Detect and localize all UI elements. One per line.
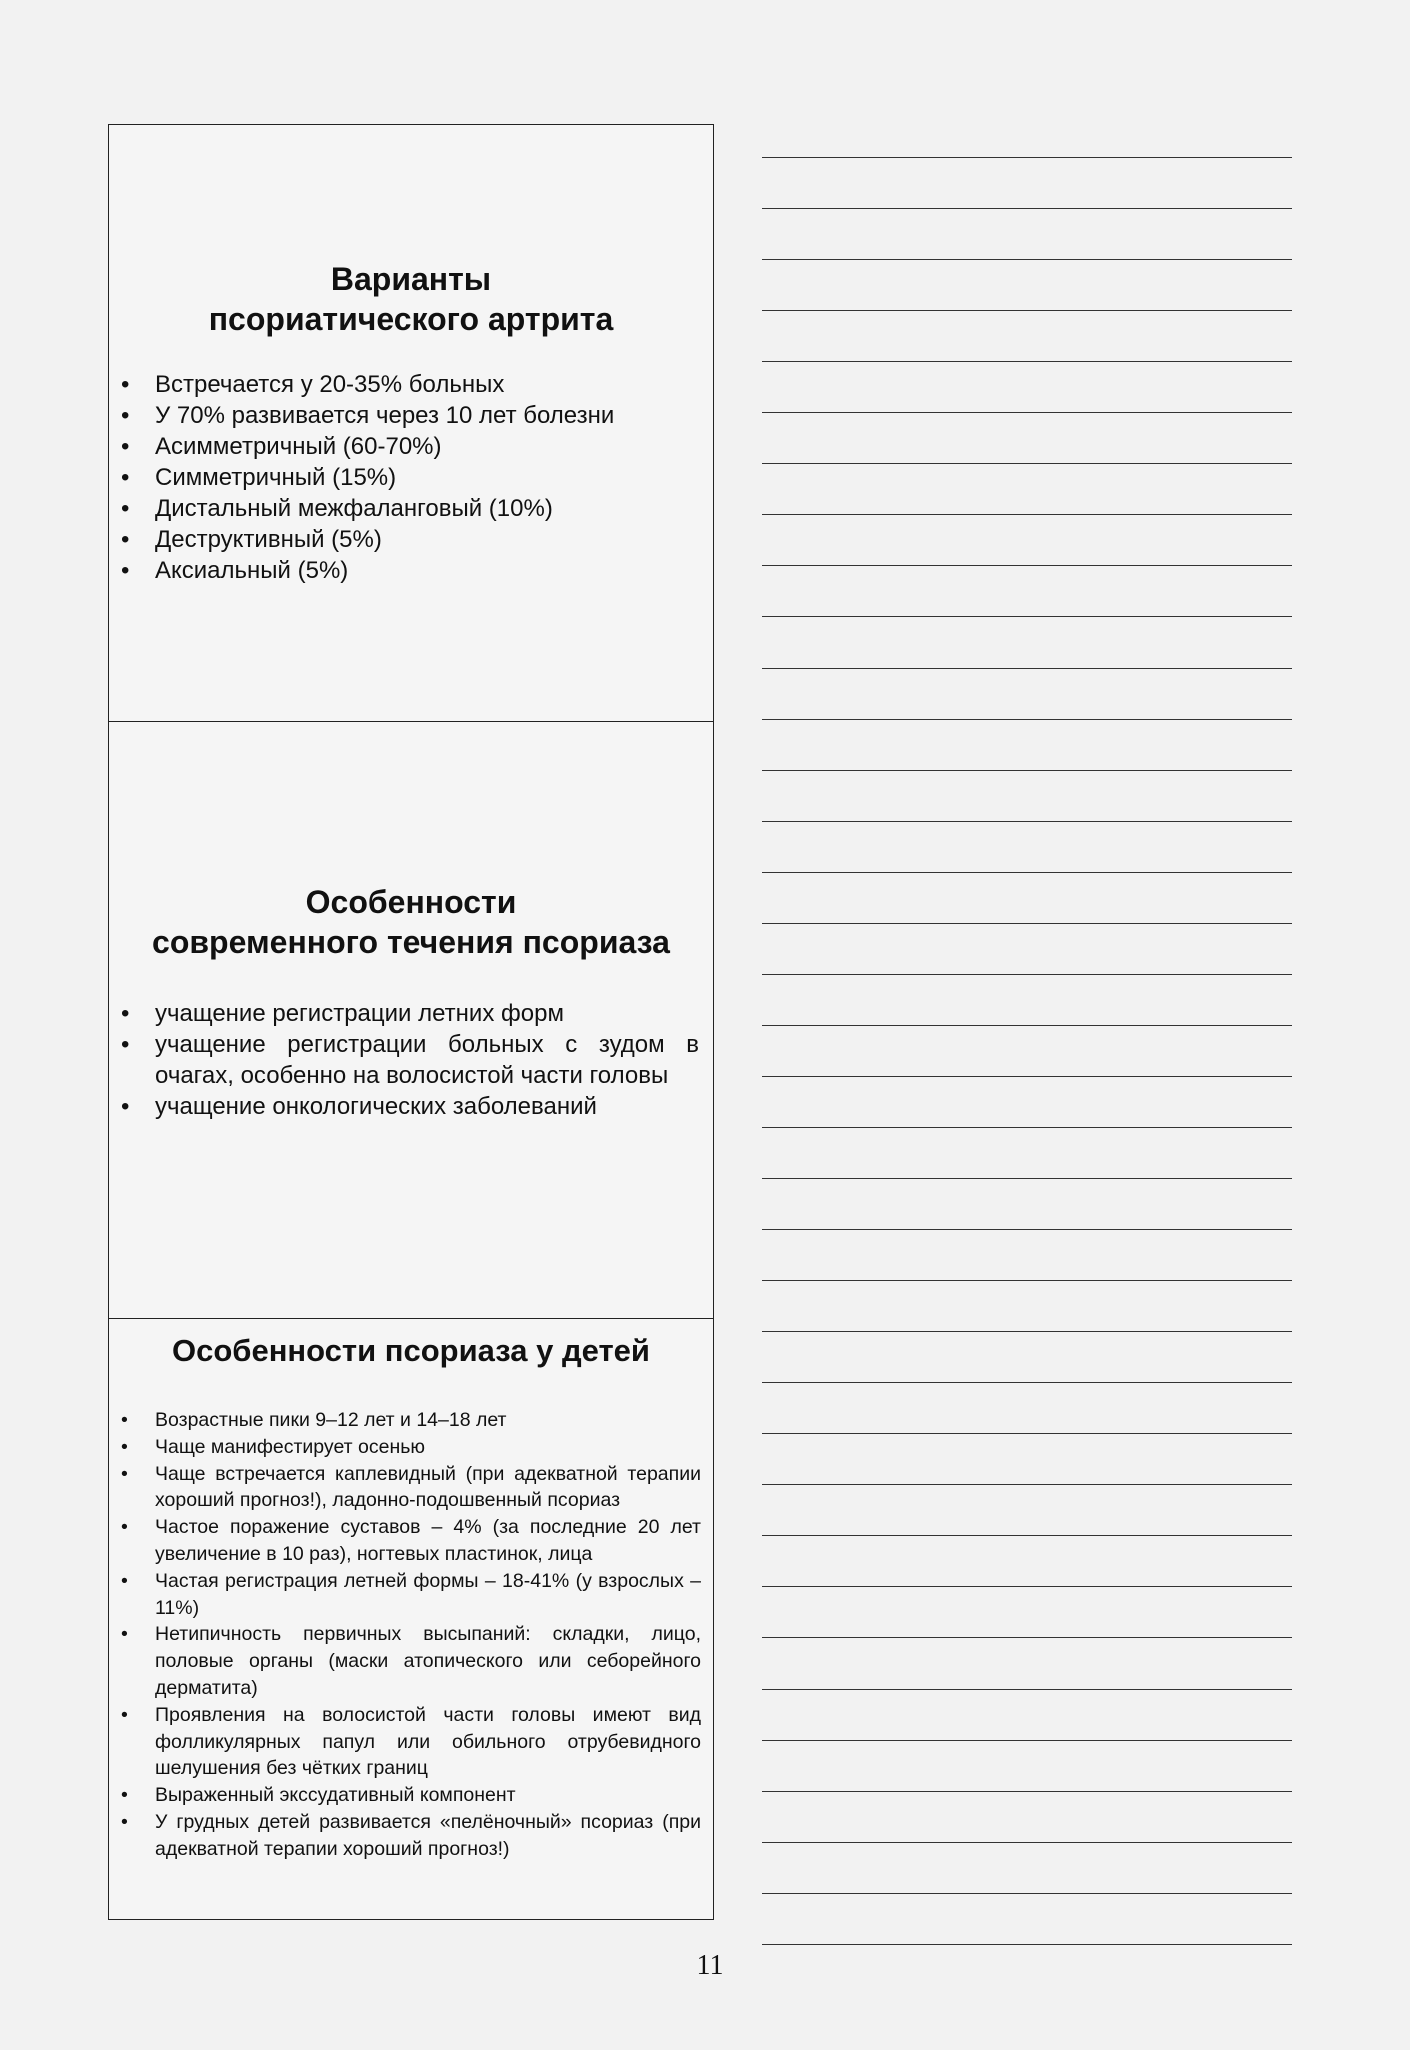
ruled-line (762, 1178, 1292, 1179)
list-item (109, 1568, 701, 1622)
bullet-icon: • (121, 402, 130, 429)
ruled-line (762, 1740, 1292, 1741)
slide-psoriatic-arthritis (109, 125, 713, 722)
list-item-text: Чаще встречается каплевидный (при адекватной терапии хороший прогноз!), ладонно-подошвенный псориаз (155, 1462, 701, 1512)
slides-frame (108, 124, 714, 1920)
ruled-line (762, 1791, 1292, 1792)
ruled-line (762, 1535, 1292, 1536)
list-item-text: Асимметричный (60-70%) (155, 433, 442, 460)
list-item (109, 1407, 701, 1434)
ruled-line (762, 1893, 1292, 1894)
ruled-line (762, 1586, 1292, 1587)
list-item (109, 400, 689, 431)
list-item-text: Симметричный (15%) (155, 464, 397, 491)
slide-children-psoriasis (109, 1319, 713, 1919)
ruled-line (762, 259, 1292, 260)
list-item-text: Дистальный межфаланговый (10%) (155, 495, 553, 522)
list-item (109, 998, 699, 1029)
list-item-text: учащение регистрации летних форм (155, 1000, 564, 1027)
ruled-line (762, 872, 1292, 873)
bullet-icon: • (121, 1435, 128, 1458)
bullet-icon: • (121, 1703, 128, 1726)
ruled-line (762, 974, 1292, 975)
ruled-line (762, 668, 1292, 669)
bullet-list (109, 998, 699, 1122)
bullet-icon: • (121, 1569, 128, 1592)
bullet-list (109, 1407, 701, 1863)
ruled-line (762, 923, 1292, 924)
bullet-icon: • (121, 526, 130, 553)
ruled-line (762, 1842, 1292, 1843)
list-item (109, 1702, 701, 1782)
ruled-line (762, 208, 1292, 209)
slide-title (109, 1331, 713, 1371)
ruled-line (762, 514, 1292, 515)
list-item-text: Проявления на волосистой части головы имеют вид фолликулярных папул или обильного отрубевидного шелушения без чётких границ (155, 1703, 701, 1780)
bullet-icon: • (121, 1462, 128, 1485)
list-item (109, 1621, 701, 1701)
page-number: 11 (696, 1950, 724, 1981)
ruled-line (762, 310, 1292, 311)
bullet-icon: • (121, 1810, 128, 1833)
list-item (109, 1029, 699, 1091)
ruled-line (762, 821, 1292, 822)
ruled-line (762, 1689, 1292, 1690)
list-item (109, 1434, 701, 1461)
bullet-icon: • (121, 464, 130, 491)
list-item (109, 493, 689, 524)
title-line: современного течения псориаза (152, 924, 670, 960)
list-item (109, 431, 689, 462)
bullet-icon: • (121, 1784, 128, 1807)
list-item-text: У грудных детей развивается «пелёночный» псориаз (при адекватной терапии хороший прогноз!) (155, 1810, 701, 1860)
list-item (109, 524, 689, 555)
title-line: псориатического артрита (208, 301, 614, 337)
ruled-line (762, 719, 1292, 720)
bullet-icon: • (121, 1000, 130, 1027)
list-item-text: Выраженный экссудативный компонент (155, 1784, 516, 1807)
list-item-text: Деструктивный (5%) (155, 526, 382, 553)
list-item (109, 369, 689, 400)
ruled-line (762, 1382, 1292, 1383)
slide-title (109, 259, 713, 339)
list-item (109, 1809, 701, 1863)
ruled-line (762, 1944, 1292, 1945)
list-item-text: Частое поражение суставов – 4% (за последние 20 лет увеличение в 10 раз), ногтевых пластинок, лица (155, 1516, 701, 1565)
slide-modern-course (109, 722, 713, 1319)
ruled-line (762, 1076, 1292, 1077)
list-item (109, 1782, 701, 1809)
ruled-line (762, 1025, 1292, 1026)
list-item-text: Аксиальный (5%) (155, 557, 349, 584)
list-item-text: У 70% развивается через 10 лет болезни (155, 402, 615, 429)
ruled-line (762, 157, 1292, 158)
ruled-line (762, 463, 1292, 464)
bullet-icon: • (121, 1623, 128, 1646)
ruled-line (762, 1637, 1292, 1638)
ruled-line (762, 1127, 1292, 1128)
bullet-icon: • (121, 1516, 128, 1539)
bullet-icon: • (121, 371, 130, 398)
ruled-line (762, 412, 1292, 413)
list-item-text: Чаще манифестирует осенью (155, 1435, 426, 1458)
ruled-line (762, 1229, 1292, 1230)
bullet-icon: • (121, 433, 130, 460)
ruled-line (762, 770, 1292, 771)
notes-ruled-lines (762, 0, 1292, 2000)
list-item (109, 1091, 699, 1122)
list-item-text: Возрастные пики 9–12 лет и 14–18 лет (155, 1409, 507, 1431)
bullet-icon: • (121, 557, 130, 584)
ruled-line (762, 1433, 1292, 1434)
bullet-list (109, 369, 689, 586)
bullet-icon: • (121, 1409, 128, 1431)
list-item-text: Встречается у 20-35% больных (155, 371, 505, 398)
bullet-icon: • (121, 1093, 130, 1120)
ruled-line (762, 1280, 1292, 1281)
ruled-line (762, 1331, 1292, 1332)
ruled-line (762, 565, 1292, 566)
bullet-icon: • (121, 495, 130, 522)
list-item (109, 462, 689, 493)
list-item-text: учащение регистрации больных с зудом в очагах, особенно на волосистой части головы (155, 1031, 699, 1089)
title-line: Варианты (330, 261, 492, 297)
list-item-text: Частая регистрация летней формы – 18-41% (у взрослых – 11%) (155, 1569, 701, 1619)
list-item (109, 1514, 701, 1568)
ruled-line (762, 361, 1292, 362)
list-item (109, 1461, 701, 1515)
list-item-text: Нетипичность первичных высыпаний: складки, лицо, половые органы (маски атопического или себорейного дерматита) (155, 1623, 701, 1699)
ruled-line (762, 616, 1292, 617)
list-item-text: учащение онкологических заболеваний (155, 1093, 597, 1120)
title-line: Особенности псориаза у детей (172, 1333, 650, 1368)
title-line: Особенности (305, 884, 517, 920)
bullet-icon: • (121, 1031, 130, 1058)
list-item (109, 555, 689, 586)
slide-title (109, 882, 713, 962)
ruled-line (762, 1484, 1292, 1485)
